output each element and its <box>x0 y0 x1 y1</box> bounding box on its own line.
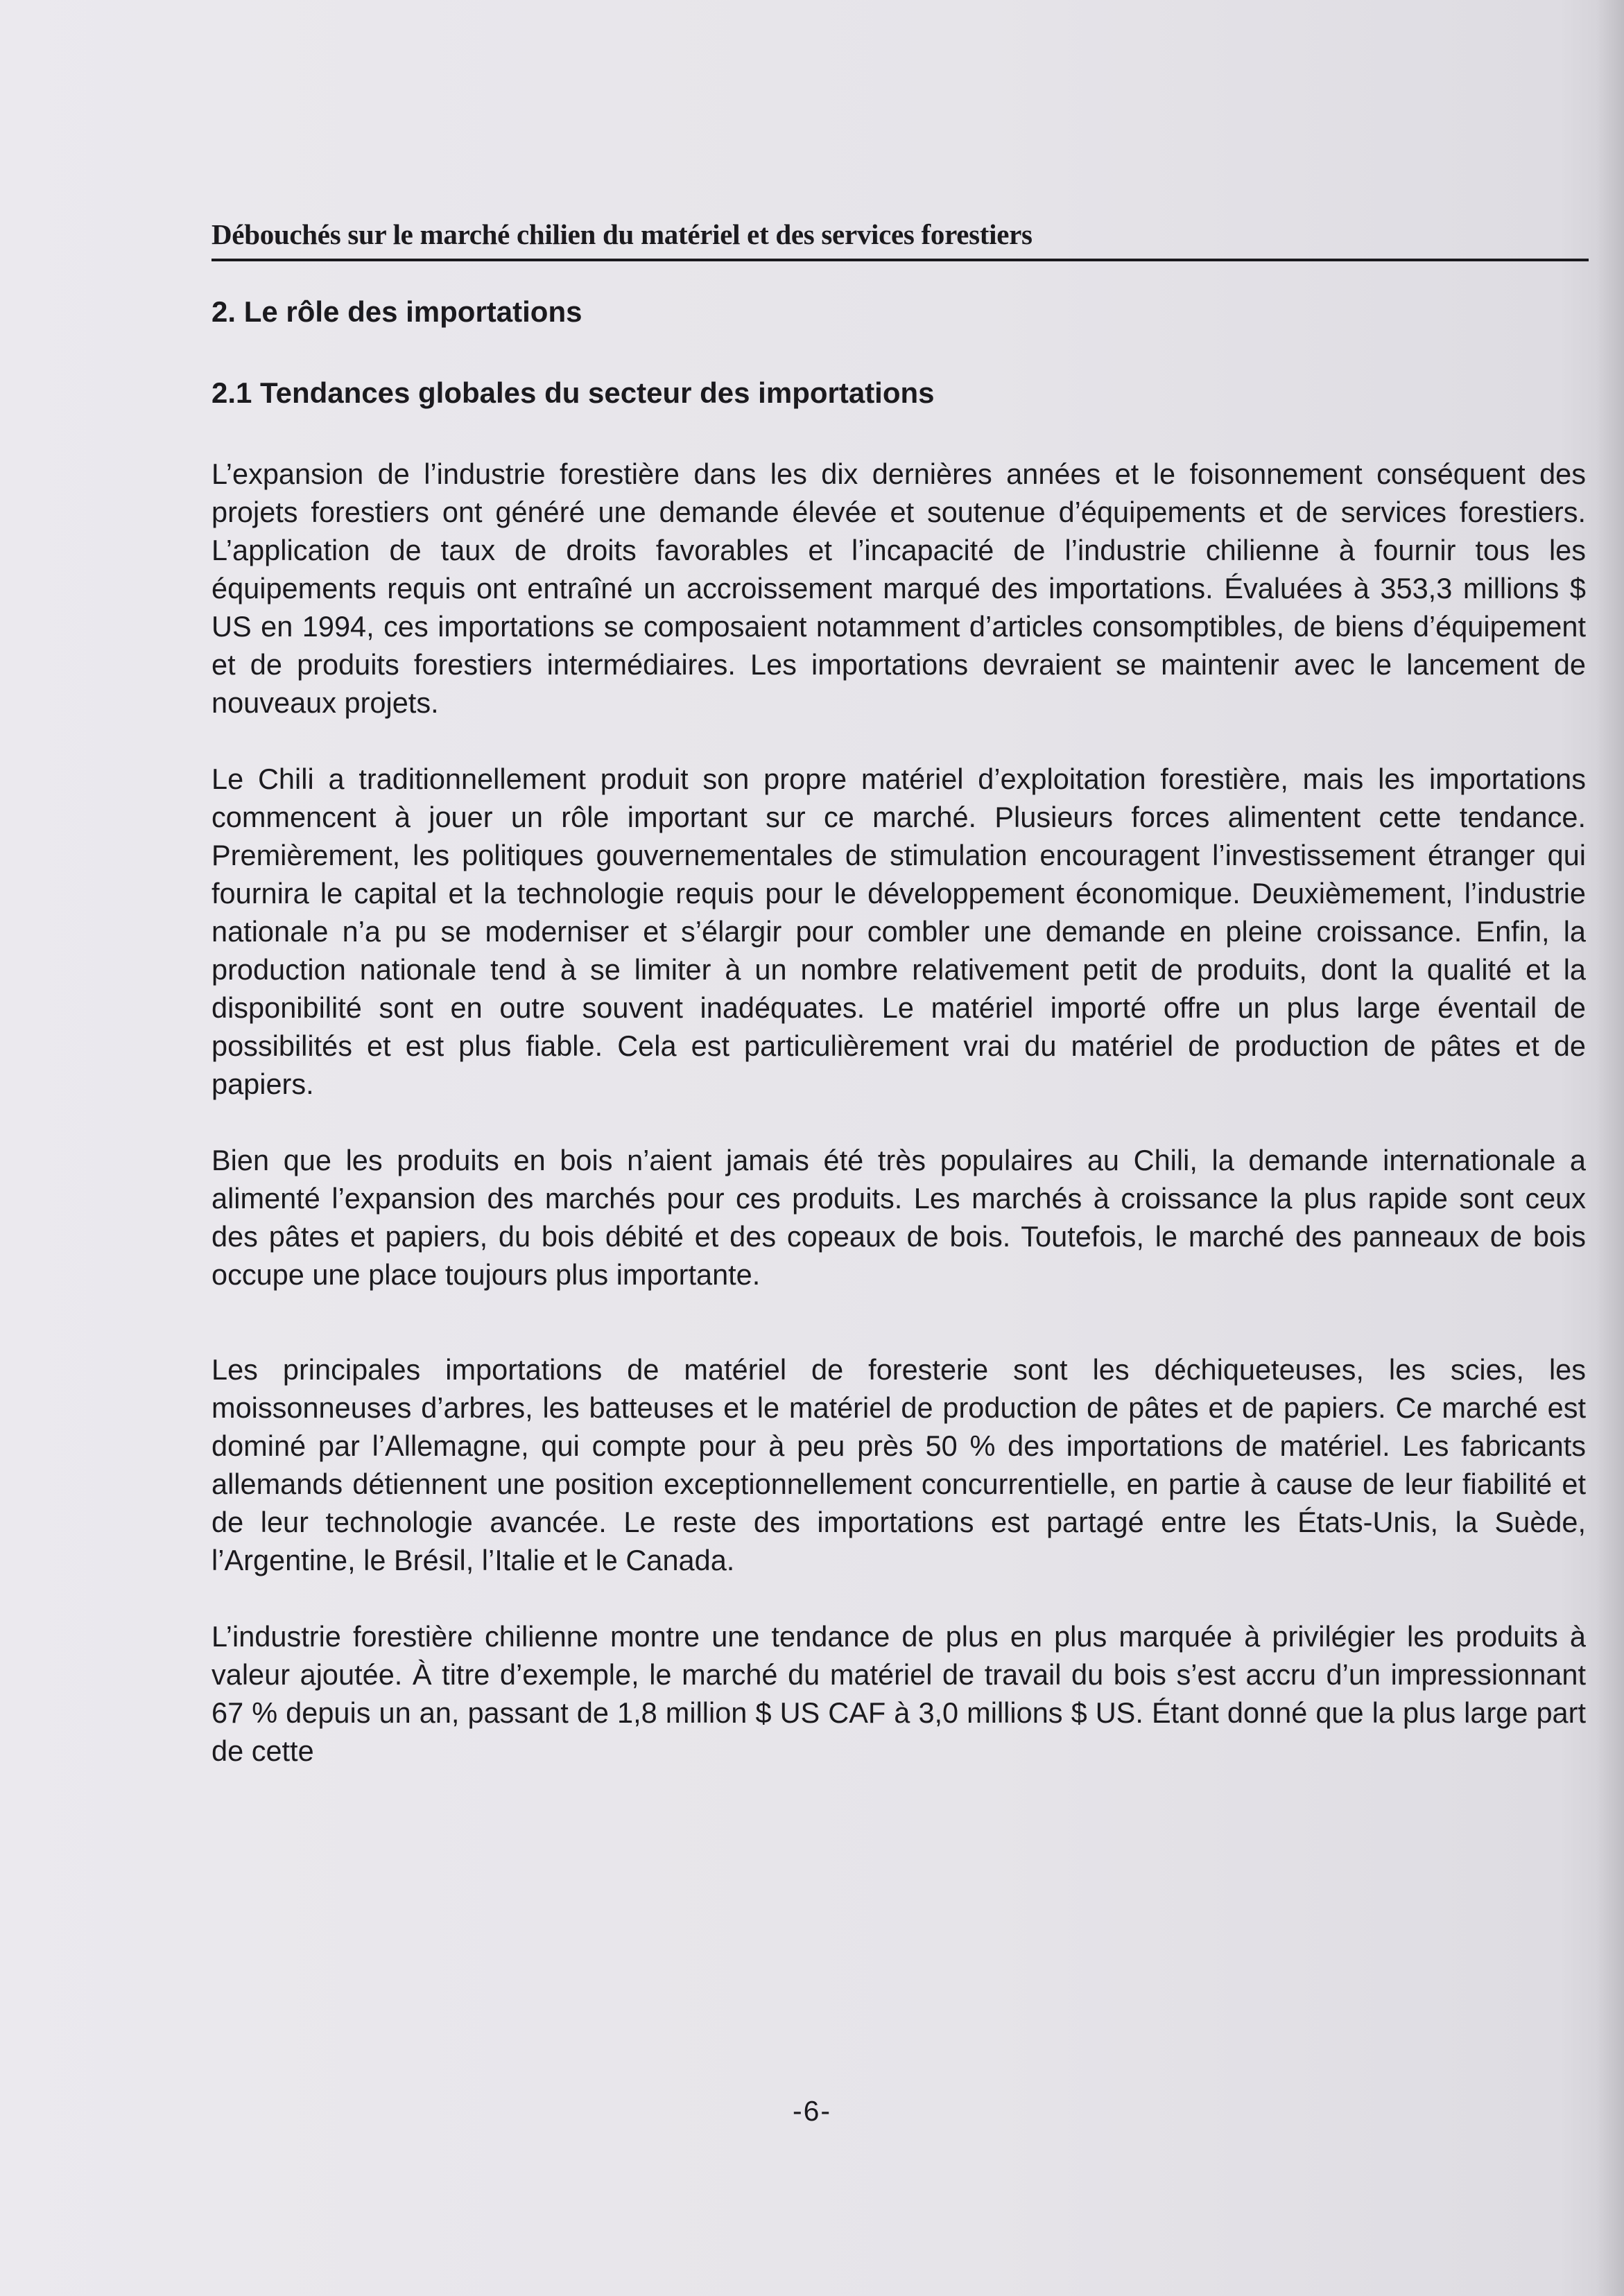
header-rule <box>211 259 1589 261</box>
paragraph-wood-products: Bien que les produits en bois n’aient jamais été très populaires au Chili, la demande internationale a alimenté l’expansion des marchés pour ces produits. Les marchés à croissance la plus rapide sont ceux des pâtes et papiers, du bois débité et des copeaux de bois. Toutefois, le marché des panneaux de bois occupe une place toujours plus importante. <box>211 1144 1586 1291</box>
paragraph-traditional-production: Le Chili a traditionnellement produit son propre matériel d’exploitation forestière, mais les importations commencent à jouer un rôle important sur ce marché. Plusieurs forces alimentent cette tendance. Premièrement, les politiques gouvernementales de stimulation encouragent l’investissement étranger qui fournira le capital et la technologie requis pour le développement économique. Deuxièmement, l’industrie nationale n’a pu se moderniser et s’élargir pour combler une demande en pleine croissance. Enfin, la production nationale tend à se limiter à un nombre relativement petit de produits, dont la qualité et la disponibilité sont en outre souvent inadéquates. Le matériel importé offre un plus large éventail de possibilités et est plus fiable. Cela est particulièrement vrai du matériel de production de pâtes et de papiers. <box>211 763 1586 1100</box>
body-content <box>211 293 1586 1808</box>
running-header-title: Débouchés sur le marché chilien du matériel et des services forestiers <box>211 218 1033 250</box>
paragraph-value-added: L’industrie forestière chilienne montre une tendance de plus en plus marquée à privilégier les produits à valeur ajoutée. À titre d’exemple, le marché du matériel de travail du bois s’est accru d’un impressionnant 67 % depuis un an, passant de 1,8 million $ US CAF à 3,0 millions $ US. Étant donné que la plus large part de cette <box>211 1620 1586 1767</box>
paragraph-main-imports: Les principales importations de matériel de foresterie sont les déchiqueteuses, les scies, les moissonneuses d’arbres, les batteuses et le matériel de production de pâtes et de papiers. Ce marché est dominé par l’Allemagne, qui compte pour à peu près 50 % des importations de matériel. Les fabricants allemands détiennent une position exceptionnellement concurrentielle, en partie à cause de leur fiabilité et de leur technologie avancée. Le reste des importations est partagé entre les États-Unis, la Suède, l’Argentine, le Brésil, l’Italie et le Canada. <box>211 1353 1586 1576</box>
paragraph-expansion: L’expansion de l’industrie forestière dans les dix dernières années et le foisonnement conséquent des projets forestiers ont généré une demande élevée et soutenue d’équipements et de services forestiers. L’application de taux de droits favorables et l’incapacité de l’industrie chilienne à fournir tous les équipements requis ont entraîné un accroissement marqué des importations. Évaluées à 353,3 millions $ US en 1994, ces importations se composaient notamment d’articles consomptibles, de biens d’équipement et de produits forestiers intermédiaires. Les importations devraient se maintenir avec le lancement de nouveaux projets. <box>211 458 1586 719</box>
page-number: -6- <box>792 2095 832 2127</box>
subsection-heading: 2.1 Tendances globales du secteur des importations <box>211 376 935 409</box>
page-edge-shadow <box>1596 0 1624 2296</box>
section-heading: 2. Le rôle des importations <box>211 295 582 328</box>
